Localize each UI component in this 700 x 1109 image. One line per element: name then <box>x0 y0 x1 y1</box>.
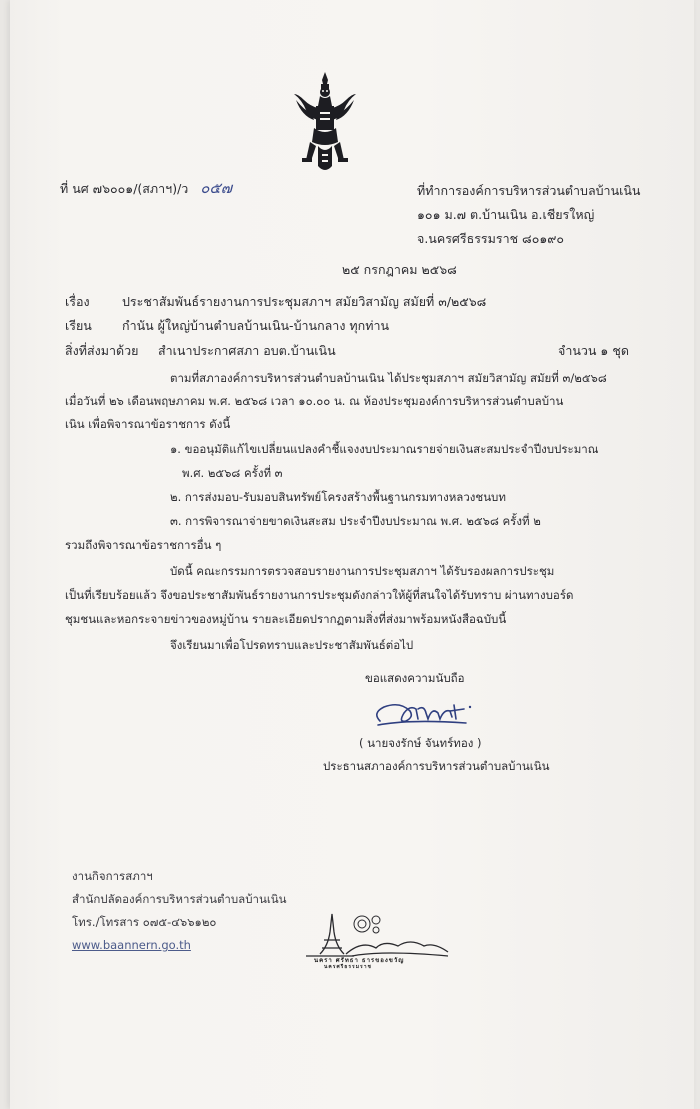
address-line-2: ๑๐๑ ม.๗ ต.บ้านเนิน อ.เชียรใหญ่ <box>417 207 595 222</box>
agenda-item-2: ๒. การส่งมอบ-รับมอบสินทรัพย์โครงสร้างพื้นฐานกรมทางหลวงชนบท <box>170 490 506 504</box>
body-p1-line-1: ตามที่สภาองค์การบริหารส่วนตำบลบ้านเนิน ได้ประชุมสภาฯ สมัยวิสามัญ สมัยที่ ๓/๒๕๖๘ <box>170 371 607 385</box>
agenda-item-1-line-2: พ.ศ. ๒๕๖๘ ครั้งที่ ๓ <box>182 466 283 480</box>
handwritten-number: ๐๕๗ <box>200 179 233 197</box>
signer-position: ประธานสภาองค์การบริหารส่วนตำบลบ้านเนิน <box>323 759 550 773</box>
subject-text: ประชาสัมพันธ์รายงานการประชุมสภาฯ สมัยวิสามัญ สมัยที่ ๓/๒๕๖๘ <box>122 294 487 309</box>
footer-website-link[interactable]: www.baannern.go.th <box>72 938 191 952</box>
address-line-3: จ.นครศรีธรรมราช ๘๐๑๙๐ <box>417 231 565 246</box>
agenda-item-1-line-1: ๑. ขออนุมัติแก้ไขเปลี่ยนแปลงคำชี้แจงงบประมาณรายจ่ายเงินสะสมประจำปีงบประมาณ <box>170 442 599 456</box>
body-p2-line-1: บัดนี้ คณะกรรมการตรวจสอบรายงานการประชุมสภาฯ ได้รับรองผลการประชุม <box>170 564 555 578</box>
document-number-prefix: ที่ นศ ๗๖๐๐๑/(สภาฯ)/ว <box>60 181 189 196</box>
body-p1-end: รวมถึงพิจารณาข้อราชการอื่น ๆ <box>65 538 222 552</box>
body-p1-line-2: เมื่อวันที่ ๒๖ เดือนพฤษภาคม พ.ศ. ๒๕๖๘ เวลา ๑๐.๐๐ น. ณ ห้องประชุมองค์การบริหารส่วนตำบลบ้าน <box>65 394 564 408</box>
footer-department: งานกิจการสภาฯ <box>72 869 153 883</box>
recipient-text: กำนัน ผู้ใหญ่บ้านตำบลบ้านเนิน-บ้านกลาง ทุกท่าน <box>122 318 390 333</box>
closing: ขอแสดงความนับถือ <box>365 671 465 685</box>
signature <box>370 695 480 731</box>
document-number <box>60 180 232 197</box>
body-p2-line-3: ชุมชนและหอกระจายข่าวของหมู่บ้าน รายละเอียดปรากฏตามสิ่งที่ส่งมาพร้อมหนังสือฉบับนี้ <box>65 612 507 626</box>
enclosure-count: จำนวน ๑ ชุด <box>558 343 629 358</box>
recipient-label: เรียน <box>65 318 92 333</box>
garuda-emblem-icon <box>292 70 358 178</box>
address-line-1: ที่ทำการองค์การบริหารส่วนตำบลบ้านเนิน <box>417 183 641 198</box>
footer-office: สำนักปลัดองค์การบริหารส่วนตำบลบ้านเนิน <box>72 892 287 906</box>
letter-date: ๒๕ กรกฎาคม ๒๕๖๘ <box>342 262 457 277</box>
agenda-item-3: ๓. การพิจารณาจ่ายขาดเงินสะสม ประจำปีงบประมาณ พ.ศ. ๒๕๖๘ ครั้งที่ ๒ <box>170 514 541 528</box>
enclosure-label: สิ่งที่ส่งมาด้วย <box>65 343 139 358</box>
body-p1-line-3: เนิน เพื่อพิจารณาข้อราชการ ดังนี้ <box>65 417 231 431</box>
body-p2-line-2: เป็นที่เรียบร้อยแล้ว จึงขอประชาสัมพันธ์รายงานการประชุมดังกล่าวให้ผู้ที่สนใจได้รับทราบ ผ่านทางบอร์ด <box>65 588 574 602</box>
enclosure-text: สำเนาประกาศสภา อบต.บ้านเนิน <box>158 343 336 358</box>
letter-page <box>10 0 694 1109</box>
body-p3: จึงเรียนมาเพื่อโปรดทราบและประชาสัมพันธ์ต่อไป <box>170 638 414 652</box>
footer-telephone: โทร./โทรสาร ๐๗๕-๔๖๖๑๒๐ <box>72 915 217 929</box>
subject-label: เรื่อง <box>65 294 90 309</box>
logo-slogan: นครา ศรัทธา ธารของขวัญ <box>314 957 405 964</box>
logo-province: นครศรีธรรมราช <box>324 964 372 970</box>
signer-name: ( นายจงรักษ์ จันทร์ทอง ) <box>359 736 482 750</box>
